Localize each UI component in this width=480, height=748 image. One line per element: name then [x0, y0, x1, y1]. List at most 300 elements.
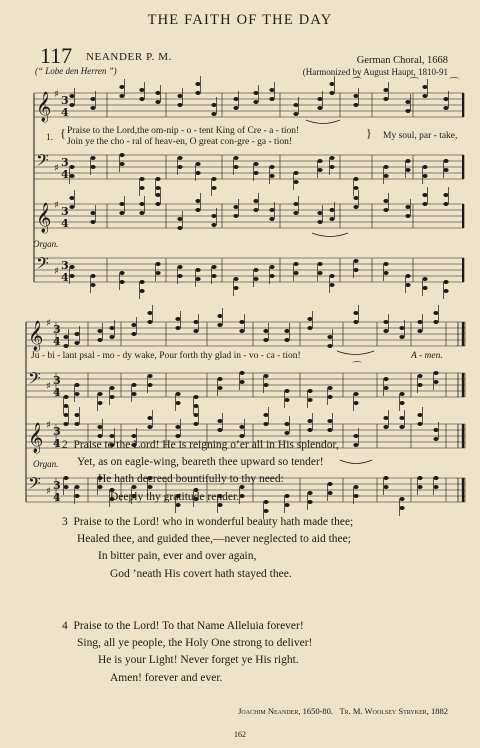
notehead [175, 401, 180, 405]
time-signature: 4 [53, 491, 61, 504]
notehead [217, 428, 222, 432]
notehead [69, 196, 74, 200]
notehead [317, 220, 322, 224]
notehead [253, 171, 258, 175]
notehead [405, 274, 410, 278]
notehead [383, 88, 388, 92]
treble-clef-icon: 𝄞 [36, 92, 52, 122]
notehead [90, 165, 95, 169]
tune-alternate-name: (“ Lobe den Herren ”) [35, 66, 117, 76]
notehead [269, 265, 274, 269]
notehead [307, 326, 312, 330]
bass-clef-icon: 𝄢 [28, 473, 41, 497]
notehead [97, 425, 102, 429]
notehead [211, 223, 216, 227]
notehead [383, 425, 388, 429]
notehead [195, 199, 200, 203]
notehead [90, 106, 95, 110]
translator-credit: Tr. M. Woolsey Stryker, 1882 [339, 706, 448, 716]
treble-clef-icon: 𝄞 [28, 321, 44, 351]
notehead [443, 289, 448, 293]
verse-marker: 1. [46, 133, 54, 143]
sharp-icon: ♯ [54, 89, 59, 100]
notehead [211, 274, 216, 278]
notehead [327, 335, 332, 339]
notehead [353, 268, 358, 272]
time-signature: 3 [53, 374, 61, 387]
notehead [307, 317, 312, 321]
notehead [211, 103, 216, 107]
sharp-icon: ♯ [46, 486, 51, 497]
notehead [327, 395, 332, 399]
verse-2 [0, 437, 480, 506]
notehead [233, 165, 238, 169]
fermata-icon: ⌒ [352, 78, 362, 89]
notehead [217, 323, 222, 327]
notehead [443, 97, 448, 101]
notehead [307, 419, 312, 423]
notehead [74, 332, 79, 336]
time-signature: 3 [61, 156, 69, 169]
verse-4 [0, 618, 480, 687]
notehead [177, 226, 182, 230]
time-signature: 4 [53, 437, 61, 450]
notehead [353, 186, 358, 190]
notehead [211, 214, 216, 218]
notehead [253, 100, 258, 104]
page-title: THE FAITH OF THE DAY [147, 12, 333, 28]
notehead [131, 383, 136, 387]
notehead [74, 383, 79, 387]
verse-line: 4 Praise to the Lord! To that Name Alleluia forever! [62, 620, 304, 632]
notehead [69, 174, 74, 178]
notehead [293, 112, 298, 116]
notehead [293, 262, 298, 266]
notehead [239, 371, 244, 375]
notehead [69, 94, 74, 98]
notehead [217, 419, 222, 423]
notehead [131, 392, 136, 396]
notehead [233, 286, 238, 290]
lyrics-line-1: Praise to the Lord,the om-nip - o - tent King of Cre - a - tion! [67, 126, 300, 136]
tune-name: NEANDER P. M. [86, 51, 173, 63]
notehead [195, 208, 200, 212]
notehead [177, 274, 182, 278]
notehead [422, 174, 427, 178]
sharp-icon: ♯ [54, 200, 59, 211]
notehead [284, 398, 289, 402]
hymn-number: 117 [40, 43, 73, 68]
notehead [327, 386, 332, 390]
organ-label: Organ. [33, 239, 59, 249]
notehead [63, 413, 68, 417]
notehead [284, 389, 289, 393]
notehead [383, 208, 388, 212]
notehead [239, 380, 244, 384]
notehead [405, 168, 410, 172]
notehead [417, 413, 422, 417]
notehead [119, 94, 124, 98]
notehead [433, 428, 438, 432]
notehead [263, 413, 268, 417]
time-signature: 4 [61, 106, 69, 119]
verse-line: Healed thee, and guided thee,—never neglected to aid thee; [77, 533, 351, 546]
fermata-icon: ⌒ [409, 78, 419, 89]
verse-number: 2 [62, 439, 68, 451]
bass-clef-icon: 𝄢 [36, 253, 49, 277]
notehead [383, 97, 388, 101]
harmonization-credit: (Harmonized by August Haupt, 1810-91 [302, 67, 448, 77]
notehead [69, 274, 74, 278]
notehead [329, 208, 334, 212]
notehead [269, 274, 274, 278]
notehead [417, 374, 422, 378]
notehead [293, 103, 298, 107]
treble-clef-icon: 𝄞 [36, 203, 52, 233]
notehead [63, 335, 68, 339]
notehead [217, 314, 222, 318]
notehead [139, 289, 144, 293]
amen-lyric: A - men. [411, 351, 443, 361]
notehead [433, 320, 438, 324]
notehead [90, 283, 95, 287]
notehead [74, 413, 79, 417]
verse-line: In bitter pain, ever and over again, [98, 550, 257, 563]
notehead [195, 171, 200, 175]
notehead [109, 386, 114, 390]
notehead [399, 506, 404, 510]
notehead [119, 211, 124, 215]
notehead [239, 329, 244, 333]
notehead [177, 165, 182, 169]
notehead [253, 268, 258, 272]
notehead [307, 389, 312, 393]
notehead [383, 165, 388, 169]
notehead [399, 416, 404, 420]
notehead [405, 159, 410, 163]
time-signature: 4 [61, 271, 69, 284]
notehead [263, 422, 268, 426]
notehead [433, 380, 438, 384]
notehead [253, 208, 258, 212]
notehead [263, 509, 268, 513]
notehead [417, 329, 422, 333]
notehead [353, 259, 358, 263]
notehead [405, 100, 410, 104]
notehead [119, 85, 124, 89]
author-credit: Joachim Neander, 1650-80. [238, 706, 334, 716]
notehead [74, 392, 79, 396]
notehead [383, 320, 388, 324]
notehead [253, 91, 258, 95]
notehead [155, 91, 160, 95]
notehead [353, 177, 358, 181]
sharp-icon: ♯ [54, 266, 59, 277]
brace-open: { [60, 126, 66, 140]
notehead [317, 159, 322, 163]
notehead [195, 277, 200, 281]
sharp-icon: ♯ [54, 163, 59, 174]
notehead [239, 425, 244, 429]
notehead [293, 271, 298, 275]
notehead [97, 392, 102, 396]
notehead [263, 383, 268, 387]
notehead [353, 311, 358, 315]
notehead [233, 277, 238, 281]
notehead [405, 109, 410, 113]
notehead [269, 165, 274, 169]
notehead [269, 174, 274, 178]
notehead [317, 168, 322, 172]
notehead [405, 214, 410, 218]
notehead [353, 401, 358, 405]
notehead [119, 271, 124, 275]
notehead [177, 94, 182, 98]
notehead [293, 180, 298, 184]
notehead [353, 392, 358, 396]
verse-line: Sing, all ye people, the Holy One strong to deliver! [77, 637, 313, 650]
time-signature: 4 [61, 217, 69, 230]
notehead [193, 320, 198, 324]
bass-clef-icon: 𝄢 [36, 150, 49, 174]
notehead [195, 268, 200, 272]
notehead [211, 186, 216, 190]
notehead [239, 320, 244, 324]
notehead [253, 199, 258, 203]
notehead [69, 265, 74, 269]
notehead [317, 262, 322, 266]
notehead [74, 341, 79, 345]
notehead [147, 374, 152, 378]
notehead [147, 416, 152, 420]
notehead [317, 271, 322, 275]
notehead [193, 413, 198, 417]
notehead [327, 344, 332, 348]
slur [337, 351, 374, 355]
notehead [399, 326, 404, 330]
verse-line: He hath decreed bountifully to thy need: [98, 473, 284, 486]
notehead [147, 425, 152, 429]
notehead [119, 202, 124, 206]
notehead [139, 186, 144, 190]
notehead [90, 97, 95, 101]
notehead [211, 177, 216, 181]
notehead [293, 211, 298, 215]
verse-line: Yet, as on eagle-wing, beareth thee upward so tender! [77, 456, 324, 469]
notehead [443, 168, 448, 172]
notehead [353, 320, 358, 324]
notehead [147, 320, 152, 324]
notehead [119, 280, 124, 284]
notehead [147, 311, 152, 315]
notehead [433, 311, 438, 315]
verse-line: He is your Light! Never forget ye His right. [98, 654, 299, 667]
notehead [422, 165, 427, 169]
notehead [317, 97, 322, 101]
time-signature: 3 [61, 94, 69, 107]
notehead [329, 165, 334, 169]
notehead [383, 377, 388, 381]
time-signature: 4 [61, 168, 69, 181]
slur [312, 233, 348, 237]
notehead [383, 386, 388, 390]
notehead [329, 91, 334, 95]
notehead [422, 85, 427, 89]
notehead [97, 338, 102, 342]
notehead [177, 217, 182, 221]
notehead [329, 156, 334, 160]
notehead [399, 335, 404, 339]
notehead [284, 338, 289, 342]
notehead [63, 404, 68, 408]
notehead [139, 177, 144, 181]
notehead [417, 422, 422, 426]
page-number: 162 [234, 730, 246, 739]
notehead [90, 220, 95, 224]
verse-line: Deeply thy gratitude render. [110, 490, 240, 503]
notehead [109, 326, 114, 330]
notehead [119, 153, 124, 157]
time-signature: 4 [53, 386, 61, 399]
notehead [284, 329, 289, 333]
lyrics-line-3: Ju - bi - lant psal - mo - dy wake, Pour forth thy glad in - vo - ca - tion! [31, 351, 301, 361]
notehead [217, 377, 222, 381]
notehead [63, 422, 68, 426]
notehead [177, 156, 182, 160]
notehead [443, 106, 448, 110]
fermata-icon: ⌒ [352, 362, 362, 373]
notehead [195, 162, 200, 166]
notehead [193, 329, 198, 333]
notehead [443, 202, 448, 206]
notehead [175, 326, 180, 330]
brace-close: } [366, 126, 372, 140]
notehead [405, 283, 410, 287]
notehead [263, 338, 268, 342]
notehead [405, 205, 410, 209]
notehead [217, 386, 222, 390]
notehead [353, 103, 358, 107]
notehead [383, 329, 388, 333]
fermata-icon: ⌒ [449, 78, 459, 89]
notehead [233, 214, 238, 218]
notehead [97, 329, 102, 333]
notehead [97, 401, 102, 405]
notehead [383, 416, 388, 420]
notehead [155, 262, 160, 266]
notehead [90, 156, 95, 160]
notehead [269, 88, 274, 92]
notehead [155, 202, 160, 206]
notehead [284, 431, 289, 435]
verse-number: 3 [62, 516, 68, 528]
notehead [383, 262, 388, 266]
notehead [195, 91, 200, 95]
sharp-icon: ♯ [46, 420, 51, 431]
notehead [422, 94, 427, 98]
notehead [109, 335, 114, 339]
time-signature: 3 [53, 323, 61, 336]
notehead [422, 193, 427, 197]
notehead [175, 425, 180, 429]
notehead [422, 286, 427, 290]
notehead [329, 274, 334, 278]
lyrics-continuation: My soul, par - take, [383, 131, 458, 141]
bass-clef-icon: 𝄢 [28, 368, 41, 392]
notehead [109, 395, 114, 399]
sharp-icon: ♯ [46, 381, 51, 392]
lyrics-line-2: Join ye the cho - ral of heav-en, O great con-gre - ga - tion! [67, 137, 293, 147]
notehead [193, 422, 198, 426]
notehead [269, 97, 274, 101]
notehead [269, 217, 274, 221]
notehead [69, 103, 74, 107]
notehead [263, 329, 268, 333]
notehead [327, 419, 332, 423]
notehead [417, 383, 422, 387]
notehead [399, 425, 404, 429]
notehead [155, 186, 160, 190]
notehead [317, 106, 322, 110]
notehead [422, 277, 427, 281]
notehead [74, 422, 79, 426]
notehead [211, 112, 216, 116]
notehead [69, 205, 74, 209]
time-signature: 3 [53, 479, 61, 492]
notehead [433, 371, 438, 375]
notehead [353, 196, 358, 200]
notehead [155, 177, 160, 181]
verse-line: Amen! forever and ever. [110, 671, 223, 684]
notehead [383, 174, 388, 178]
notehead [175, 317, 180, 321]
time-signature: 4 [53, 335, 61, 348]
notehead [175, 392, 180, 396]
notehead [253, 162, 258, 166]
notehead [329, 82, 334, 86]
notehead [131, 323, 136, 327]
verse-line: 3 Praise to the Lord! who in wonderful beauty hath made thee; [62, 516, 354, 528]
credits [238, 706, 448, 716]
notehead [155, 100, 160, 104]
verse-line: God ’neath His covert hath stayed thee. [110, 567, 292, 580]
treble-clef-icon: 𝄞 [28, 423, 44, 453]
notehead [307, 428, 312, 432]
notehead [327, 428, 332, 432]
notehead [399, 401, 404, 405]
notehead [119, 162, 124, 166]
notehead [383, 199, 388, 203]
notehead [139, 280, 144, 284]
notehead [263, 374, 268, 378]
notehead [155, 193, 160, 197]
music-source: German Choral, 1668 [356, 55, 448, 66]
notehead [193, 395, 198, 399]
notehead [417, 320, 422, 324]
notehead [63, 344, 68, 348]
notehead [233, 106, 238, 110]
notehead [63, 395, 68, 399]
notehead [399, 392, 404, 396]
notehead [383, 271, 388, 275]
notehead [211, 265, 216, 269]
notehead [233, 97, 238, 101]
notehead [155, 271, 160, 275]
notehead [177, 103, 182, 107]
verse-3 [0, 514, 480, 583]
notehead [269, 208, 274, 212]
sharp-icon: ♯ [46, 318, 51, 329]
